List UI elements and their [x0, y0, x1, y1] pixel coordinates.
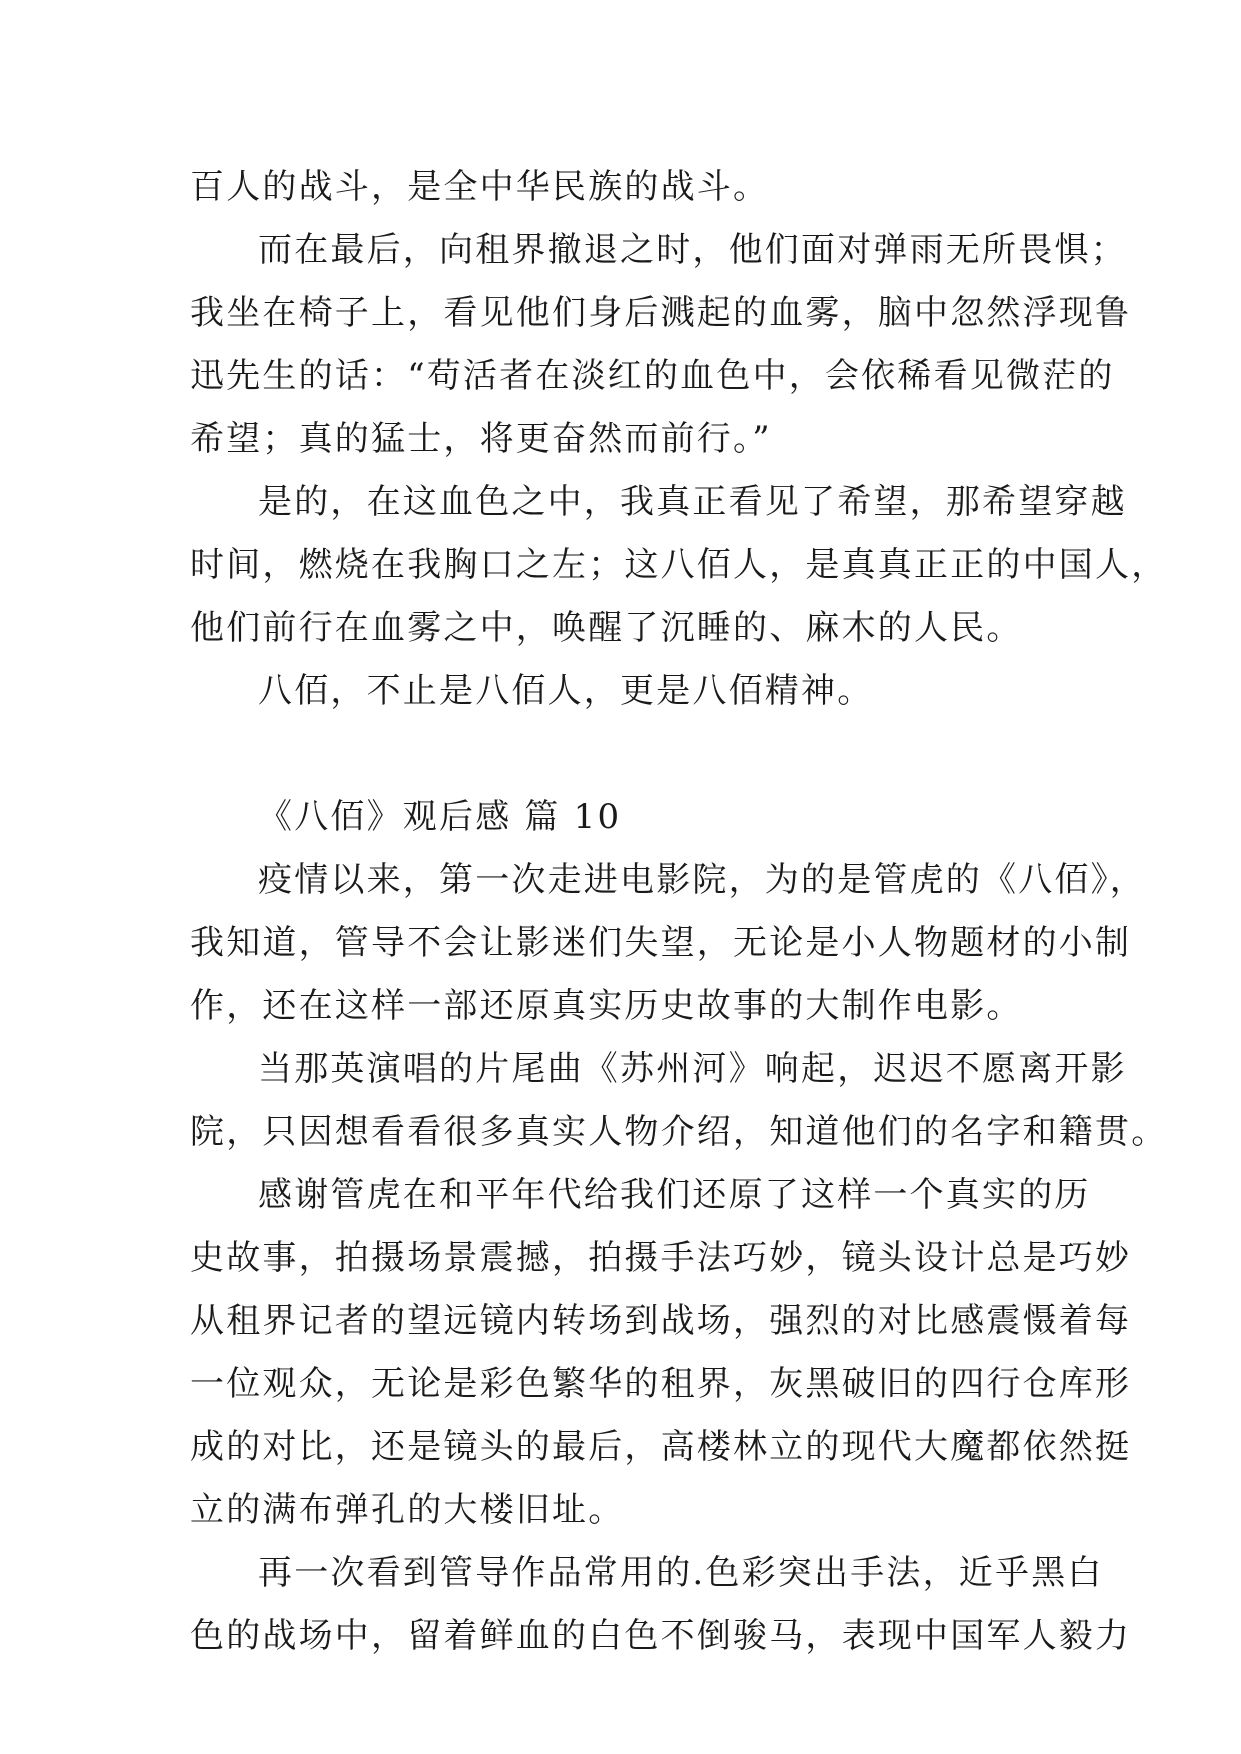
text-line: 是的，在这血色之中，我真正看见了希望，那希望穿越 [258, 482, 1127, 522]
text-line: 百人的战斗，是全中华民族的战斗。 [190, 167, 770, 207]
text-line: 再一次看到管导作品常用的.色彩突出手法，近乎黑白 [258, 1553, 1104, 1593]
text-line: 院，只因想看看很多真实人物介绍，知道他们的名字和籍贯。 [190, 1112, 1168, 1152]
text-line: 我坐在椅子上，看见他们身后溅起的血雾，脑中忽然浮现鲁 [190, 293, 1132, 333]
text-line: 一位观众，无论是彩色繁华的租界，灰黑破旧的四行仓库形 [190, 1364, 1132, 1404]
text-line: 史故事，拍摄场景震撼，拍摄手法巧妙，镜头设计总是巧妙 [190, 1238, 1132, 1278]
text-line: 希望；真的猛士，将更奋然而前行。” [190, 419, 772, 459]
text-line: 疫情以来，第一次走进电影院，为的是管虎的《八佰》， [258, 860, 1146, 900]
text-line: 当那英演唱的片尾曲《苏州河》响起，迟迟不愿离开影 [258, 1049, 1127, 1089]
text-line: 色的战场中，留着鲜血的白色不倒骏马，表现中国军人毅力 [190, 1616, 1132, 1656]
document-body [190, 156, 1168, 1668]
section-title: 《八佰》观后感 篇 10 [258, 797, 622, 837]
text-line: 感谢管虎在和平年代给我们还原了这样一个真实的历 [258, 1175, 1091, 1215]
text-line: 迅先生的话：“苟活者在淡红的血色中，会依稀看见微茫的 [190, 356, 1115, 396]
text-line: 成的对比，还是镜头的最后，高楼林立的现代大魔都依然挺 [190, 1427, 1132, 1467]
text-line: 立的满布弹孔的大楼旧址。 [190, 1490, 625, 1530]
text-line: 八佰，不止是八佰人，更是八佰精神。 [258, 671, 874, 711]
paragraph-spacer [190, 723, 1060, 786]
text-line: 而在最后，向租界撤退之时，他们面对弹雨无所畏惧； [258, 230, 1127, 270]
text-line: 我知道，管导不会让影迷们失望，无论是小人物题材的小制 [190, 923, 1132, 963]
text-line: 时间，燃烧在我胸口之左；这八佰人，是真真正正的中国人， [190, 545, 1168, 585]
text-line: 从租界记者的望远镜内转场到战场，强烈的对比感震慑着每 [190, 1301, 1132, 1341]
text-line: 他们前行在血雾之中，唤醒了沉睡的、麻木的人民。 [190, 608, 1023, 648]
text-line: 作，还在这样一部还原真实历史故事的大制作电影。 [190, 986, 1023, 1026]
